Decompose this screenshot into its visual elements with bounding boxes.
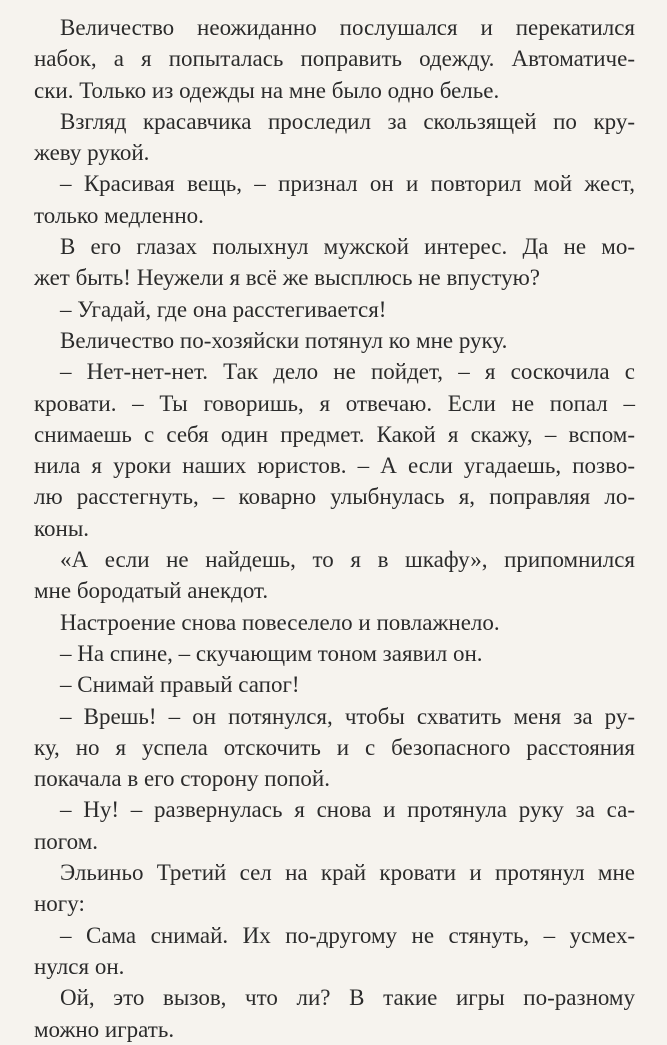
text-line: погом. (34, 828, 99, 854)
text-line: Величество неожиданно послушался и перекатился (60, 15, 635, 40)
paragraph-10 (34, 638, 635, 669)
text-line: – Сама снимай. Их по-другому не стянуть, – усмех- (60, 922, 635, 948)
text-line: ногу: (34, 891, 85, 917)
text-line: Ой, это вызов, что ли? В такие игры по-разному (60, 985, 635, 1011)
text-line: можно играть. (34, 1016, 175, 1042)
paragraph-6 (34, 325, 635, 356)
text-line: Эльиньо Третий сел на край кровати и протянул мне (60, 860, 635, 886)
paragraph-4 (34, 231, 635, 294)
text-line: покачала в его сторону попой. (34, 766, 330, 792)
paragraph-5 (34, 294, 635, 325)
paragraph-16 (34, 982, 635, 1045)
text-line: снимаешь с себя один предмет. Какой я скажу, – вспом- (34, 421, 635, 447)
text-line: Величество по-хозяйски потянул ко мне руку. (60, 327, 508, 353)
text-line: нила я уроки наших юристов. – А если угадаешь, позво- (34, 453, 635, 479)
text-line: нулся он. (34, 953, 125, 979)
paragraph-12 (34, 701, 635, 795)
paragraph-1 (34, 12, 635, 106)
text-line: «А если не найдешь, то я в шкафу», припомнился (60, 547, 635, 573)
text-line: – Врешь! – он потянулся, чтобы схватить меня за ру- (60, 703, 635, 729)
text-line: – Ну! – развернулась я снова и протянула руку за са- (60, 797, 635, 823)
text-line: жеву рукой. (34, 140, 150, 166)
paragraph-8 (34, 544, 635, 607)
paragraph-15 (34, 920, 635, 983)
paragraph-14 (34, 857, 635, 920)
text-line: только медленно. (34, 202, 204, 228)
text-line: – Красивая вещь, – признал он и повторил мой жест, (60, 171, 635, 197)
paragraph-9 (34, 607, 635, 638)
paragraph-7 (34, 356, 635, 544)
text-line: – Угадай, где она расстегивается! (60, 296, 387, 322)
text-line: жет быть! Неужели я всё же высплюсь не впустую? (34, 265, 540, 291)
text-line: Взгляд красавчика проследил за скользящей по кру- (60, 108, 635, 134)
text-line: – На спине, – скучающим тоном заявил он. (60, 640, 483, 666)
text-line: кровати. – Ты говоришь, я отвечаю. Если не попал – (34, 390, 635, 416)
text-line: набок, а я попыталась поправить одежду. Автоматиче- (34, 46, 635, 72)
paragraph-13 (34, 794, 635, 857)
paragraph-3 (34, 168, 635, 231)
text-line: – Снимай правый сапог! (60, 672, 300, 698)
text-line: Настроение снова повеселело и повлажнело. (60, 609, 500, 635)
paragraph-2 (34, 106, 635, 169)
text-line: коны. (34, 515, 90, 541)
text-line: В его глазах полыхнул мужской интерес. Да не мо- (60, 234, 635, 260)
text-line: лю расстегнуть, – коварно улыбнулась я, поправляя ло- (34, 484, 635, 510)
text-line: ски. Только из одежды на мне было одно белье. (34, 77, 500, 103)
text-line: ку, но я успела отскочить и с безопасного расстояния (34, 734, 635, 760)
text-line: – Нет-нет-нет. Так дело не пойдет, – я соскочила с (60, 359, 635, 385)
paragraph-11 (34, 669, 635, 700)
text-line: мне бородатый анекдот. (34, 578, 269, 604)
